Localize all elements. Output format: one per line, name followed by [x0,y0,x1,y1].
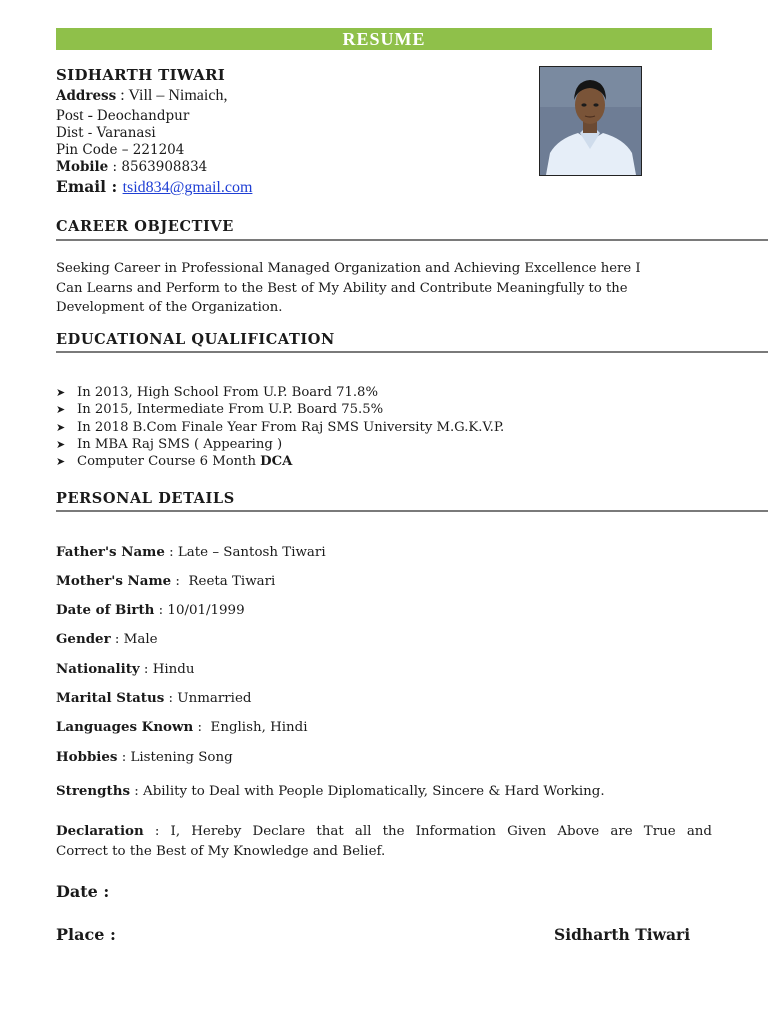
list-item: ➤ Computer Course 6 Month DCA [56,454,293,470]
career-objective-divider [56,239,768,241]
career-objective-line-1: Seeking Career in Professional Managed Organization and Achieving Excellence here I [56,261,641,276]
declaration-label: Declaration [56,823,144,839]
personal-details-divider [56,510,768,512]
email-link[interactable]: tsid834@gmail.com [122,179,253,196]
nationality-row: Nationality : Hindu [56,661,195,677]
email-line: Email : tsid834@gmail.com [56,177,253,196]
education-divider [56,351,768,353]
address-value: Vill – Nimaich, [128,87,228,104]
signature-name: Sidharth Tiwari [554,925,691,944]
strengths-row: Strengths : Ability to Deal with People Diplomatically, Sincere & Hard Working. [56,783,605,799]
list-item: ➤ In 2018 B.Com Finale Year From Raj SMS University M.G.K.V.P. [56,419,505,435]
place-label: Place : [56,925,116,944]
mobile-line: Mobile : 8563908834 [56,159,208,175]
career-objective-heading: CAREER OBJECTIVE [56,218,234,235]
marital-status-row: Marital Status : Unmarried [56,690,252,706]
declaration-line-2: Correct to the Best of My Knowledge and Belief. [56,843,386,859]
declaration-line-1: Declaration : I, Hereby Declare that all the Information Given Above are True and [56,823,712,839]
email-label: Email [56,177,107,196]
list-item: ➤ In 2013, High School From U.P. Board 71.8% [56,385,378,400]
post-line [56,107,189,125]
district-line: Dist - Varanasi [56,125,156,141]
arrow-bullet-icon: ➤ [56,455,66,469]
fathers-name-row: Father's Name : Late – Santosh Tiwari [56,544,326,560]
pin-code-line: Pin Code – 221204 [56,142,185,158]
declaration-block [56,822,712,861]
address-label: Address [56,88,117,104]
list-item: ➤ In MBA Raj SMS ( Appearing ) [56,436,283,452]
education-list [56,384,504,470]
resume-banner: RESUME [56,28,712,50]
arrow-bullet-icon: ➤ [56,437,66,451]
list-item: ➤ In 2015, Intermediate From U.P. Board 75.5% [56,402,384,418]
candidate-name: SIDHARTH TIWARI [56,66,226,84]
personal-details-heading: PERSONAL DETAILS [56,490,235,507]
mobile-value: 8563908834 [121,159,208,175]
education-heading: EDUCATIONAL QUALIFICATION [56,331,335,348]
profile-photo [539,66,642,176]
career-objective-line-3: Development of the Organization. [56,300,283,315]
gender-row: Gender : Male [56,631,158,647]
arrow-bullet-icon: ➤ [56,420,66,434]
mothers-name-row: Mother's Name : Reeta Tiwari [56,573,276,589]
address-line: Address : Vill – Nimaich, [56,87,228,104]
career-objective-line-2: Can Learns and Perform to the Best of My Ability and Contribute Meaningfully to the [56,280,628,296]
post-label: Post - [56,107,97,124]
mobile-label: Mobile [56,159,109,175]
arrow-bullet-icon: ➤ [56,386,66,399]
profile-photo-image [540,67,641,175]
date-of-birth-row: Date of Birth : 10/01/1999 [56,602,245,618]
date-label: Date : [56,882,110,901]
languages-known-row: Languages Known : English, Hindi [56,719,308,735]
hobbies-row: Hobbies : Listening Song [56,749,233,765]
career-objective-text [56,259,712,318]
arrow-bullet-icon: ➤ [56,403,66,417]
post-value: Deochandpur [96,108,190,124]
